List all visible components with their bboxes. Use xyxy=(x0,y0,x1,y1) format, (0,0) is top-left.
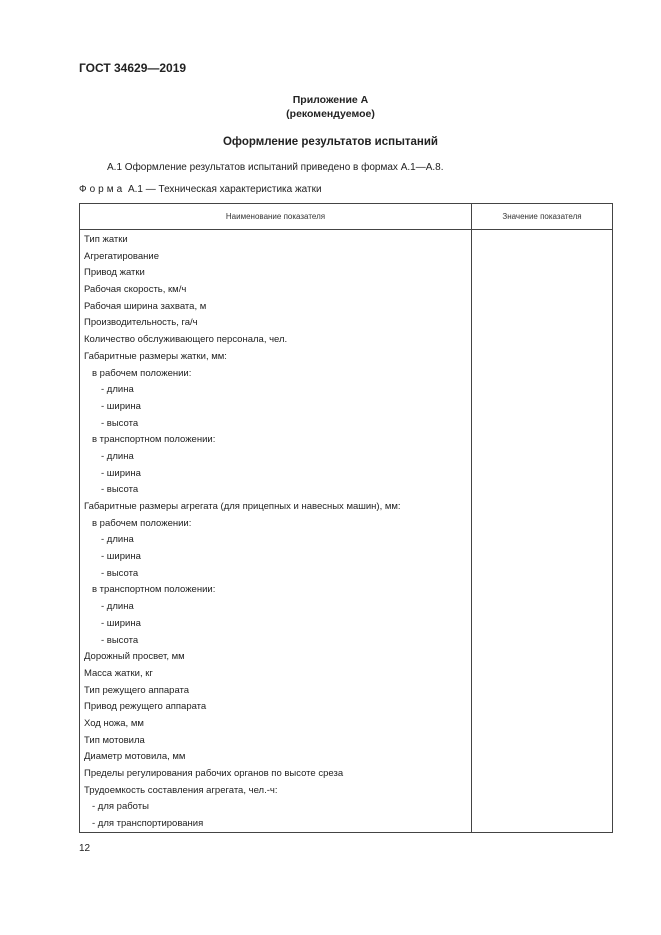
annex-heading xyxy=(0,93,661,121)
section-title: Оформление результатов испытаний xyxy=(222,136,439,148)
form-caption-prefix: Форма xyxy=(79,184,126,195)
table-row: в транспортном положении: xyxy=(92,584,216,596)
table-row: - длина xyxy=(101,534,134,546)
table-row: - ширина xyxy=(101,551,141,563)
annex-subtitle: (рекомендуемое) xyxy=(286,108,375,120)
table-row: Агрегатирование xyxy=(84,250,159,262)
form-caption xyxy=(79,184,322,195)
table-row: в рабочем положении: xyxy=(92,367,192,379)
table-row: Габаритные размеры агрегата (для прицепных и навесных машин), мм: xyxy=(84,501,401,512)
table-row: Тип жатки xyxy=(84,234,128,245)
table-row: Тип мотовила xyxy=(84,734,145,746)
table-row: - длина xyxy=(101,601,134,613)
table-row: Габаритные размеры жатки, мм: xyxy=(84,350,227,362)
table-row: - длина xyxy=(101,450,134,462)
table-row: в транспортном положении: xyxy=(92,434,216,446)
table-row: - ширина xyxy=(101,617,141,629)
table-row: - высота xyxy=(101,567,139,579)
table-row: в рабочем положении: xyxy=(92,517,192,529)
table-row: Трудоемкость составления агрегата, чел.-ч: xyxy=(84,784,278,796)
table-row: - высота xyxy=(101,484,139,496)
table-row: Пределы регулирования рабочих органов по высоте среза xyxy=(84,768,344,779)
table-row: Диаметр мотовила, мм xyxy=(84,751,186,763)
form-caption-text: А.1 — Техническая характеристика жатки xyxy=(127,184,322,195)
header-divider xyxy=(80,229,612,230)
table-row: Тип режущего аппарата xyxy=(84,684,190,696)
table-row: Рабочая ширина захвата, м xyxy=(84,300,207,312)
table-row: - для работы xyxy=(92,801,149,813)
table-row: - для транспортирования xyxy=(92,818,204,830)
annex-title: Приложение А xyxy=(292,94,369,106)
page-number: 12 xyxy=(79,843,91,854)
table-row: Рабочая скорость, км/ч xyxy=(84,284,187,296)
table-body xyxy=(80,232,471,833)
characteristics-table xyxy=(79,203,613,833)
table-row: Производительность, га/ч xyxy=(84,317,198,329)
table-row: Дорожный просвет, мм xyxy=(84,651,185,663)
document-code: ГОСТ 34629—2019 xyxy=(79,61,187,75)
table-row: - ширина xyxy=(101,467,141,479)
table-row: - ширина xyxy=(101,400,141,412)
table-row: Ход ножа, мм xyxy=(84,717,144,729)
table-row: - длина xyxy=(101,384,134,396)
intro-paragraph: А.1 Оформление результатов испытаний приведено в формах А.1—А.8. xyxy=(107,162,444,173)
table-row: - высота xyxy=(101,417,139,429)
table-row: Привод режущего аппарата xyxy=(84,701,207,713)
column-header-name: Наименование показателя xyxy=(225,212,326,221)
column-divider xyxy=(471,204,472,832)
table-row: Привод жатки xyxy=(84,267,145,279)
table-row: Количество обслуживающего персонала, чел. xyxy=(84,334,288,346)
column-header-value: Значение показателя xyxy=(502,212,582,221)
table-row: Масса жатки, кг xyxy=(84,667,153,679)
table-row: - высота xyxy=(101,634,139,646)
